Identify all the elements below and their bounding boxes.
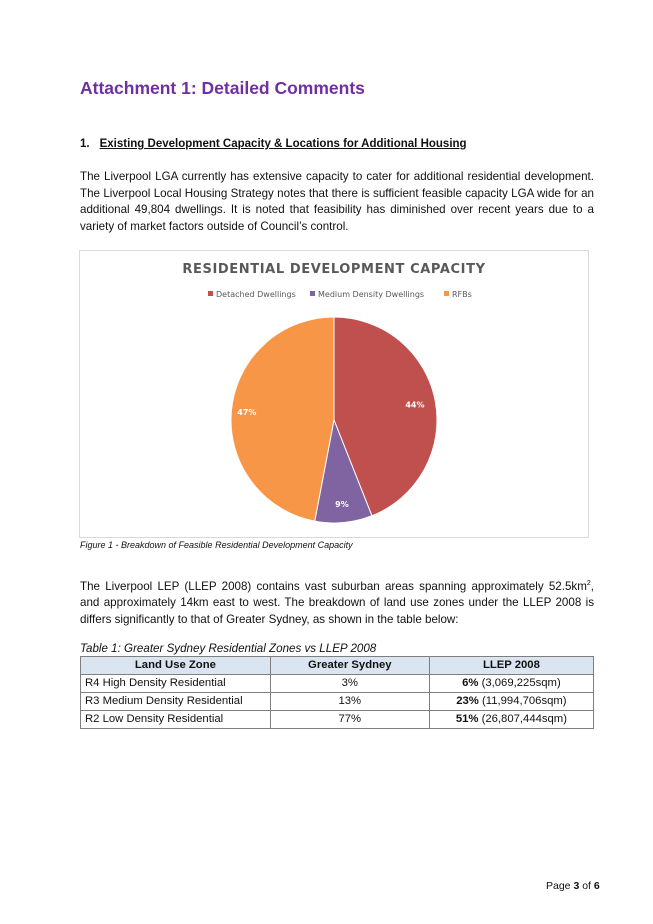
- lep-paragraph-part2: , and approximately 14km east to west. The breakdown of land use zones under the LLEP 2008 is differs significantly to that of Greater Sydney, as shown in the table below:: [80, 579, 594, 626]
- table-header-row: [81, 657, 594, 675]
- lep-paragraph-part1: The Liverpool LEP (LLEP 2008) contains vast suburban areas spanning approximately 52.5km: [80, 579, 587, 593]
- header-land-use-zone: Land Use Zone: [81, 657, 271, 675]
- total-pages: 6: [593, 880, 600, 892]
- legend-label: RFBs: [452, 290, 472, 299]
- slice-label: 47%: [237, 407, 257, 417]
- header-greater-sydney: Greater Sydney: [270, 657, 429, 675]
- llep-percent: 6%: [462, 677, 479, 689]
- header-llep-2008: LLEP 2008: [429, 657, 593, 675]
- intro-paragraph: The Liverpool LGA currently has extensive capacity to cater for additional residential development. The Liverpool Local Housing Strategy notes that there is sufficient feasible capacity LGA wide for an additional 49,804 dwellings. It is noted that feasibility has diminished over recent years due to a variety of market factors outside of Council’s control.: [80, 170, 594, 233]
- page-title: Attachment 1: Detailed Comments: [80, 78, 365, 98]
- zone-cell: R2 Low Density Residential: [81, 711, 271, 729]
- section-heading: [80, 138, 467, 150]
- squared-superscript: 2: [586, 580, 591, 587]
- page-number: [546, 880, 600, 892]
- llep-cell: [429, 711, 593, 729]
- sydney-cell: 3%: [270, 675, 429, 693]
- zone-cell: R3 Medium Density Residential: [81, 693, 271, 711]
- legend-swatch: [310, 291, 315, 296]
- sydney-cell: 13%: [270, 693, 429, 711]
- legend-label: Medium Density Dwellings: [318, 290, 425, 299]
- pie-chart-svg: [80, 251, 588, 537]
- current-page: 3: [573, 880, 580, 892]
- zones-table: [80, 656, 594, 729]
- of-word: of: [582, 880, 591, 892]
- llep-percent: 51%: [455, 713, 479, 725]
- llep-area: (3,069,225sqm): [481, 677, 561, 689]
- pie-slice: [231, 317, 334, 521]
- slice-label: 44%: [405, 400, 425, 410]
- page-word: Page: [546, 880, 571, 892]
- zone-cell: R4 High Density Residential: [81, 675, 271, 693]
- pie-slices: [231, 317, 437, 523]
- llep-area: (11,994,706sqm): [482, 695, 567, 707]
- llep-percent: 23%: [456, 695, 479, 707]
- legend-swatch: [208, 291, 213, 296]
- section-title: Existing Development Capacity & Locations for Additional Housing: [99, 138, 467, 150]
- figure-caption: Figure 1 - Breakdown of Feasible Residential Development Capacity: [80, 540, 353, 550]
- table-caption: Table 1: Greater Sydney Residential Zones vs LLEP 2008: [80, 642, 377, 655]
- pie-chart: [79, 250, 589, 538]
- llep-area: (26,807,444sqm): [481, 713, 567, 725]
- table-row: [81, 675, 594, 693]
- llep-cell: [429, 675, 593, 693]
- chart-legend: [208, 290, 472, 299]
- legend-swatch: [444, 291, 449, 296]
- chart-title: RESIDENTIAL DEVELOPMENT CAPACITY: [182, 262, 486, 277]
- section-number: 1.: [80, 138, 90, 150]
- lep-paragraph: [80, 576, 594, 628]
- table-row: [81, 693, 594, 711]
- slice-label: 9%: [335, 500, 349, 510]
- table-row: [81, 711, 594, 729]
- sydney-cell: 77%: [270, 711, 429, 729]
- legend-label: Detached Dwellings: [216, 290, 296, 299]
- llep-cell: [429, 693, 593, 711]
